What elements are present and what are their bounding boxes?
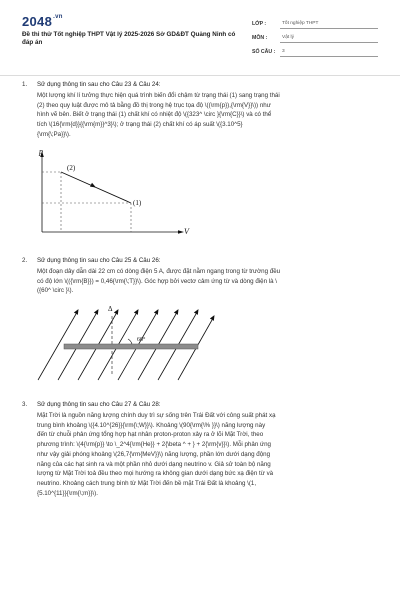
direction-arrow [90,183,96,188]
text-line: hình vẽ bên. Biết ở trạng thái (1) chất khí có nhiệt độ \({323^ \circ }{\rm{C}}\) và có thể [37,111,272,119]
text-line: ({60^ \circ }\). [37,287,74,295]
text-line: phương trình: \(4{\rm{p}} \to \_2^4{\rm{He}} + 2{\beta ^ + } + 2{\rm{v}}\). Mỗi phản ứng [37,441,272,449]
logo-text: 2048 [22,14,53,29]
text-line: Một đoạn dây dẫn dài 22 cm có dòng điện 5 A, được đặt nằm ngang trong từ trường đều [37,268,281,275]
meta-value: Vật lý [280,35,378,43]
question-title: Sử dụng thông tin sau cho Câu 27 & Câu 28: [37,401,161,408]
v-axis-label: V [184,227,189,236]
text-line: như vậy giải phóng khoảng \(26,7{\rm{MeV}}\) năng lượng, phần lớn dưới dạng động [37,450,271,458]
meta-value: 3 [280,49,378,57]
conductor-wire [64,344,198,349]
meta-label: SỐ CÂU : [252,49,276,55]
exam-title: Đề thi thử Tốt nghiệp THPT Vật lý 2025-2026 Sở GD&ĐT Quảng Ninh có đáp án [22,31,236,47]
meta-row-count [252,43,378,57]
text-line: neutrino. Khoảng cách trung bình từ Mặt Trời đến bề mặt Trái Đất là khoảng \(1, [37,479,257,487]
state-2-label: (2) [67,164,76,172]
angle-label: 60° [137,337,146,343]
question-number: 2. [22,257,28,264]
text-line: năng của các hạt sinh ra và một phần nhỏ dưới dạng neutrino v. Giả sử toàn bộ năng [37,460,271,468]
question-text [37,91,377,140]
meta-value: Tốt nghiệp THPT [280,21,378,29]
text-line: có độ lớn \(({\rm{B}}) = 0,46{\rm{\;T}}\). Góc hợp bởi vectơ cảm ứng từ và dòng điện là \ [37,277,277,285]
meta-label: LỚP : [252,21,267,27]
site-logo[interactable] [22,14,63,29]
header-divider [0,75,400,76]
text-line: lượng từ Mặt Trời toả đều theo mọi hướng ra không gian dưới dạng bức xạ điện từ và [37,470,274,478]
text-line: (2) theo quy luật được mô tả bằng đồ thị trong hệ trục tọa độ \((\rm{p}),{\rm{V}}\)) như [37,101,271,109]
state-1-label: (1) [133,199,142,207]
magnetic-field-figure [36,300,216,382]
question-title: Sử dụng thông tin sau cho Câu 25 & Câu 26: [37,257,161,264]
question-text [37,267,377,296]
angle-arc [128,339,132,344]
text-line: trung bình khoảng \({4.10^{26}}{\rm{\;W}}\). Khoảng \(90{\rm{\% }}\) năng lượng này [37,421,266,429]
question-number: 3. [22,401,28,408]
meta-row-class [252,15,378,29]
p-axis-label: p [39,147,43,156]
meta-row-subject [252,29,378,43]
exam-meta [252,15,378,57]
document-header [0,0,400,74]
question-title: Sử dụng thông tin sau cho Câu 23 & Câu 24: [37,81,161,88]
logo-suffix: .vn [53,14,63,20]
text-line: Mặt Trời là nguồn năng lượng chính duy trì sự sống trên Trái Đất với công suất phát xạ [37,412,276,419]
meta-label: MÔN : [252,35,268,41]
text-line: Một lượng khí lí tưởng thực hiện quá trình biến đổi chậm từ trạng thái (1) sang trạng thái [37,92,280,99]
question-text [37,411,377,498]
text-line: {\rm{\;Pa}}\). [37,130,71,138]
text-line: tích \(16{\rm{d}}{{\rm{m}}^3}\); ở trạng thái (2) chất khí có áp suất \({3.10^5} [37,121,243,129]
pv-graph [36,146,196,236]
question-number: 1. [22,81,28,88]
text-line: đến từ chuỗi phản ứng tổng hợp hạt nhân proton-proton xảy ra ở lõi Mặt Trời, theo [37,431,264,439]
delta-label: Δ [108,305,113,313]
text-line: {5.10^{11}}{\rm{\;m}}\). [37,489,98,497]
